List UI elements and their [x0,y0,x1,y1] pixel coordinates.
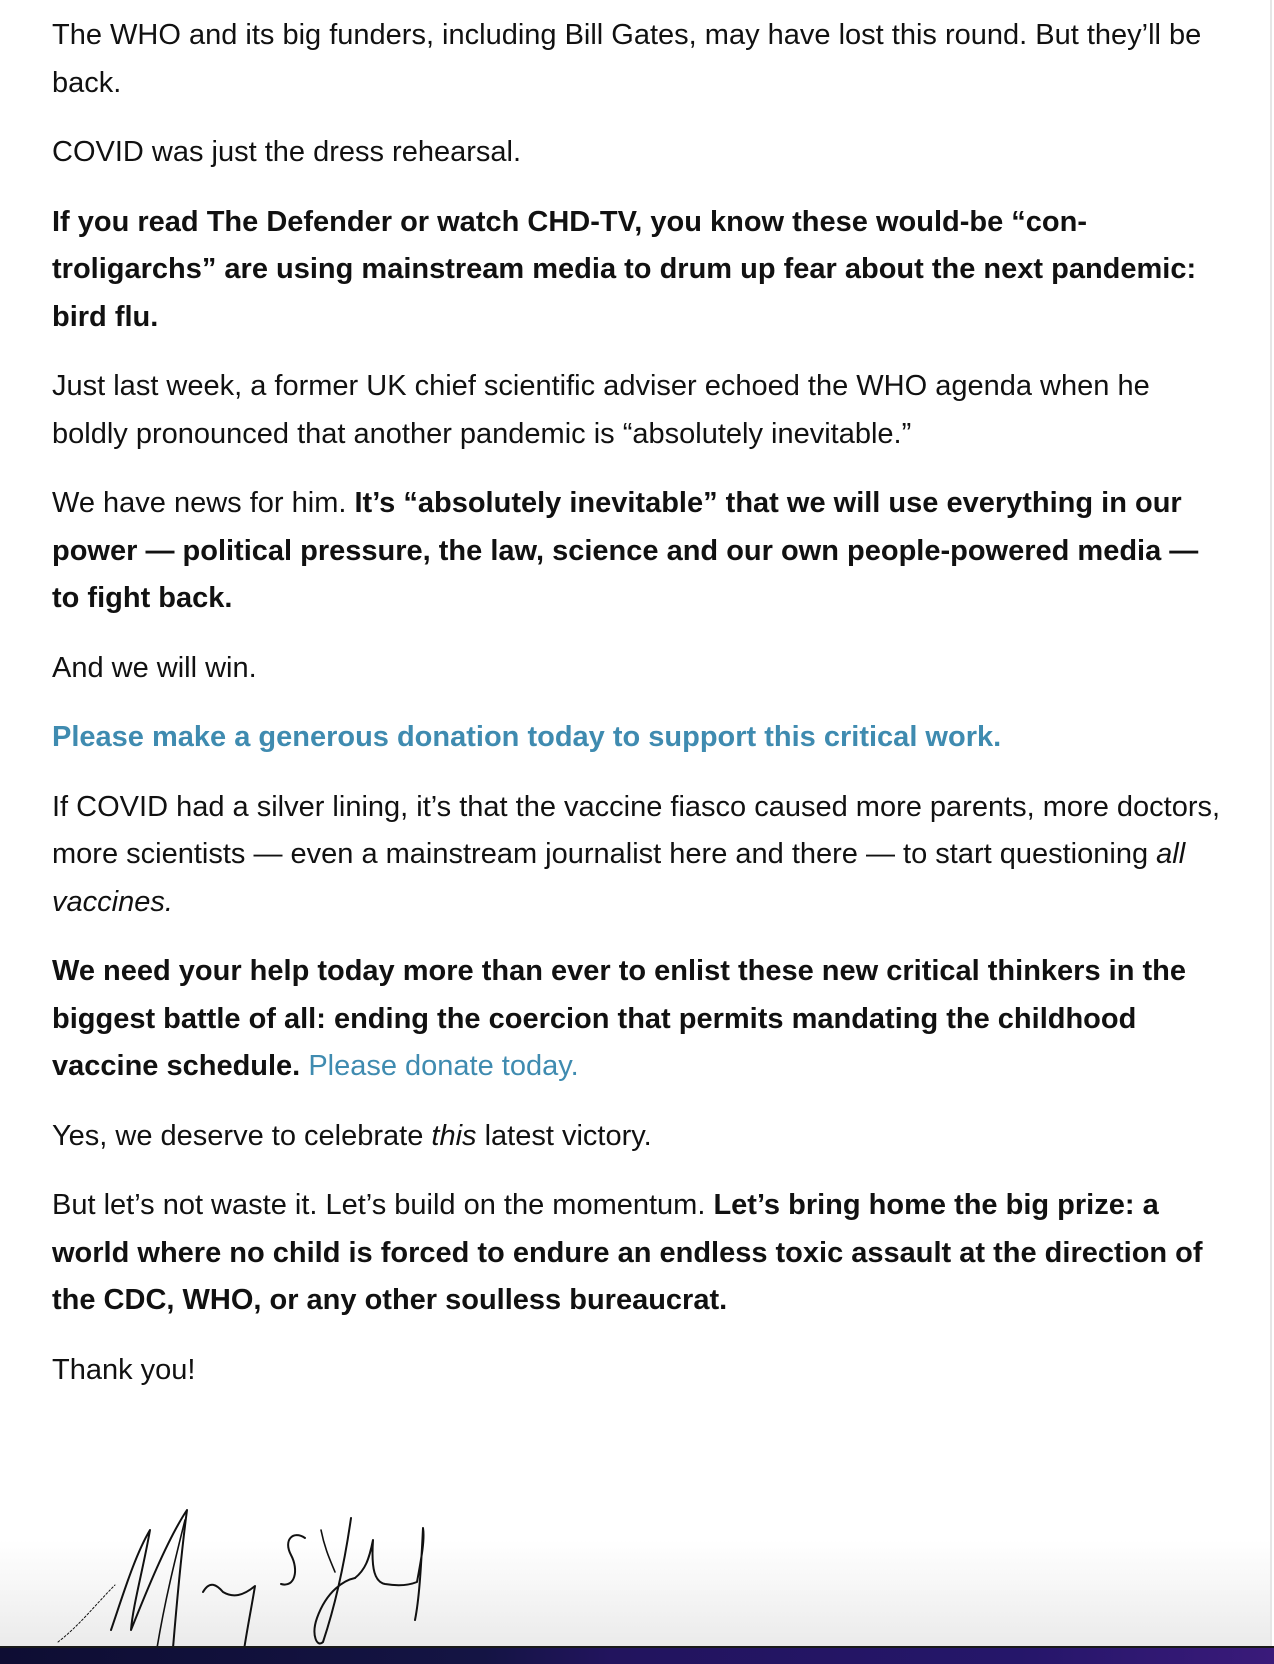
signature-h-stroke [315,1518,355,1643]
paragraph-bold-text: We need your help today more than ever to enlist these new critical thinkers in the biggest battle of all: ending the coercion that permits mandating the childhood vaccine schedule. [52,955,1186,1082]
paragraph-bold-text: It’s “absolutely inevitable” that we will use everything in our power — political pressure, the law, science and our own people-powered media — to fight back. [52,487,1199,614]
signature-s-stroke [281,1535,305,1584]
paragraph-text: If COVID had a silver lining, it’s that the vaccine fiasco caused more parents, more doctors, more scientists — even a mainstream journalist here and there — to start questioning [52,790,1221,870]
paragraph-text: latest victory. [476,1119,652,1152]
signature-m-stroke [111,1510,187,1648]
paragraph-dress-rehearsal [52,129,1232,177]
paragraph-text: Just last week, a former UK chief scientific adviser echoed the WHO agenda when he boldly pronounced that another pandemic is “absolutely inevitable.” [52,370,1150,450]
signature-h-stroke2 [321,1530,335,1572]
paragraph-we-will-win [52,645,1232,693]
paragraph-uk-adviser [52,363,1232,458]
paragraph-need-help [52,948,1232,1091]
paragraph-text: But let’s not waste it. Let’s build on the momentum. [52,1189,714,1221]
desktop-taskbar [0,1646,1274,1664]
paragraph-text: The WHO and its big funders, including Bill Gates, may have lost this round. But they’ll be back. [52,19,1202,99]
paragraph-celebrate [52,1113,1232,1161]
paragraph-defender [52,199,1232,342]
donate-today-link[interactable]: Please donate today. [308,1050,579,1082]
paragraph-italic-text: all vaccines. [52,838,1186,918]
donation-link[interactable]: Please make a generous donation today to support this critical work. [52,721,1002,753]
signature-lead-stroke [58,1585,115,1642]
letter-text [52,12,1232,1416]
closing-text: Thank you! [52,1353,196,1386]
paragraph-momentum [52,1182,1232,1325]
paragraph-text: And we will win. [52,651,257,684]
paragraph-news-for-him [52,480,1232,623]
paragraph-donation-link [52,714,1232,762]
paragraph-thank-you [52,1347,1232,1395]
paragraph-silver-lining [52,784,1232,927]
paragraph-bold-text: Let’s bring home the big prize: a world where no child is forced to endure an endless toxic assault at the direction of the CDC, WHO, or any other soulless bureaucrat. [52,1189,1203,1316]
paragraph-who-funders [52,12,1232,107]
paragraph-bold-text: If you read The Defender or watch CHD-TV, you know these would-be “controligarchs” are using mainstream media to drum up fear about the next pandemic: bird flu. [52,205,1197,333]
paragraph-text: COVID was just the dress rehearsal. [52,136,522,168]
signature-ary-stroke [203,1585,255,1648]
paragraph-italic-text: this [431,1119,477,1152]
paragraph-text: We have news for him. [52,487,355,519]
paragraph-text: Yes, we deserve to celebrate [52,1119,432,1152]
handwritten-signature-icon [55,1500,655,1648]
signature-olland-stroke [355,1528,424,1620]
